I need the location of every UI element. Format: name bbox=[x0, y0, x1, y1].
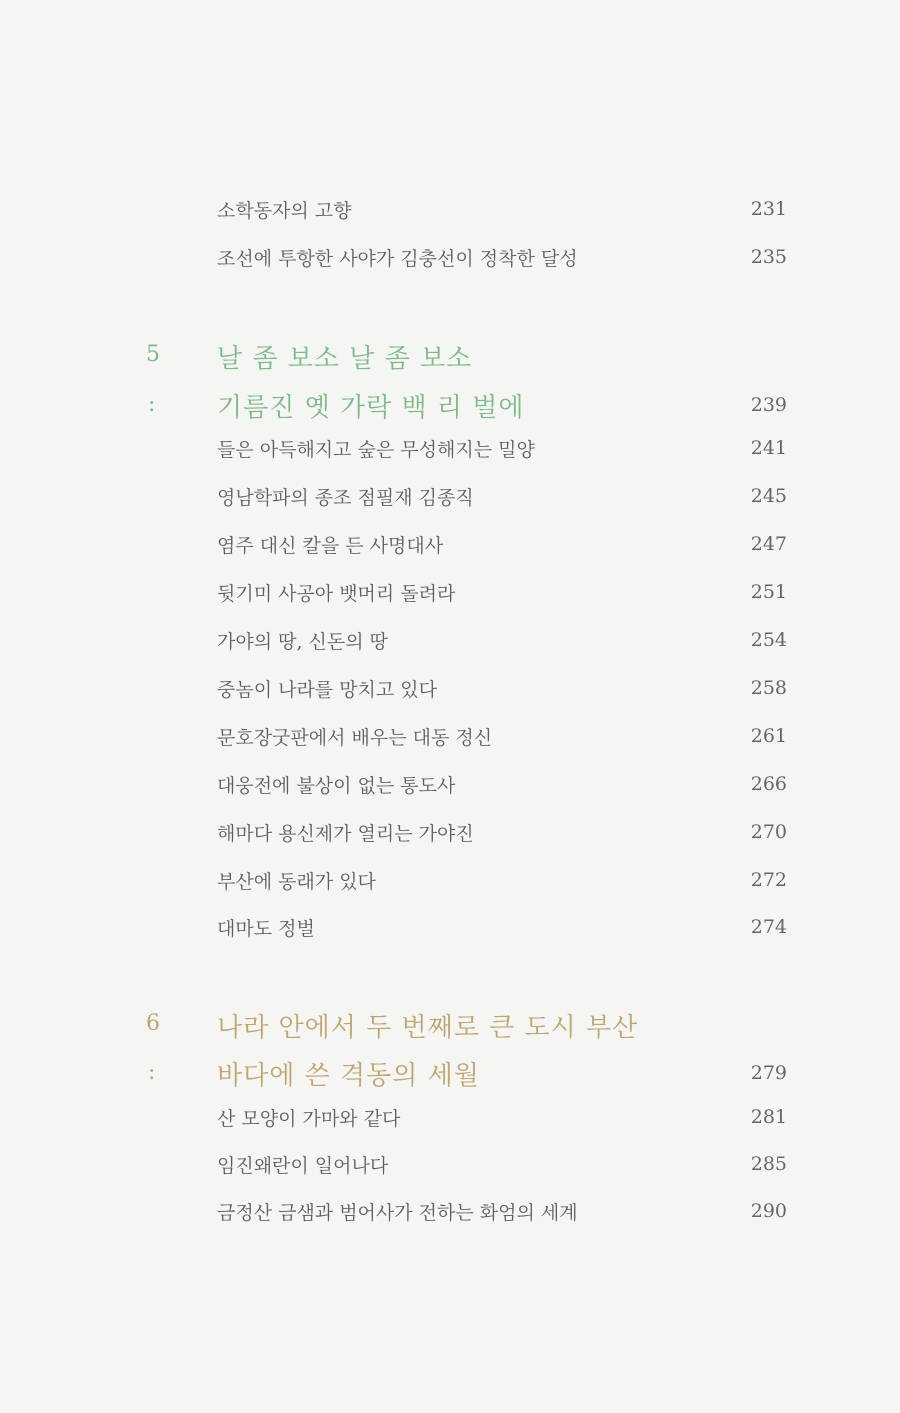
entry-title: 들은 아득해지고 숲은 무성해지는 밀양 bbox=[217, 438, 535, 461]
entry-page: 241 bbox=[750, 437, 787, 459]
toc-entry[interactable] bbox=[217, 769, 787, 799]
toc-entry[interactable] bbox=[217, 912, 787, 942]
entry-page: 247 bbox=[750, 533, 787, 555]
toc-entry[interactable] bbox=[217, 625, 787, 655]
toc-entry[interactable] bbox=[217, 481, 787, 511]
entry-title: 조선에 투항한 사야가 김충선이 정착한 달성 bbox=[217, 247, 578, 270]
toc-entry[interactable] bbox=[217, 1196, 787, 1226]
entry-page: 254 bbox=[750, 629, 787, 651]
entry-title: 뒷기미 사공아 뱃머리 돌려라 bbox=[217, 582, 456, 605]
toc-entry[interactable] bbox=[217, 433, 787, 463]
chapter-title: 날 좀 보소 날 좀 보소 bbox=[217, 343, 473, 374]
entry-page: 261 bbox=[750, 725, 787, 747]
entry-title: 대마도 정벌 bbox=[217, 917, 315, 940]
entry-title: 임진왜란이 일어나다 bbox=[217, 1154, 389, 1177]
entry-title: 가야의 땅, 신돈의 땅 bbox=[217, 630, 388, 653]
entry-title: 소학동자의 고향 bbox=[217, 199, 352, 222]
toc-entry[interactable] bbox=[217, 194, 787, 224]
entry-page: 258 bbox=[750, 677, 787, 699]
entry-title: 중놈이 나라를 망치고 있다 bbox=[217, 678, 438, 701]
entry-page: 231 bbox=[750, 198, 787, 220]
toc-entry[interactable] bbox=[217, 577, 787, 607]
chapter-number: 5 bbox=[146, 342, 160, 367]
entry-title: 대웅전에 불상이 없는 통도사 bbox=[217, 774, 456, 797]
entry-title: 금정산 금샘과 범어사가 전하는 화엄의 세계 bbox=[217, 1201, 578, 1224]
entry-page: 251 bbox=[750, 581, 787, 603]
entry-page: 274 bbox=[750, 916, 787, 938]
entry-page: 270 bbox=[750, 821, 787, 843]
toc-entry[interactable] bbox=[217, 865, 787, 895]
entry-page: 245 bbox=[750, 485, 787, 507]
entry-page: 290 bbox=[750, 1200, 787, 1222]
chapter-colon: : bbox=[148, 392, 156, 417]
chapter-colon: : bbox=[148, 1060, 156, 1085]
entry-page: 281 bbox=[750, 1106, 787, 1128]
toc-entry[interactable] bbox=[217, 529, 787, 559]
toc-entry[interactable] bbox=[217, 1102, 787, 1132]
chapter-title: 나라 안에서 두 번째로 큰 도시 부산 bbox=[217, 1012, 639, 1043]
toc-entry[interactable] bbox=[217, 242, 787, 272]
chapter-number: 6 bbox=[146, 1011, 160, 1036]
entry-title: 산 모양이 가마와 같다 bbox=[217, 1107, 401, 1130]
entry-title: 부산에 동래가 있다 bbox=[217, 870, 376, 893]
entry-title: 염주 대신 칼을 든 사명대사 bbox=[217, 534, 444, 557]
chapter-page: 239 bbox=[750, 394, 787, 416]
toc-entry[interactable] bbox=[217, 817, 787, 847]
entry-title: 문호장굿판에서 배우는 대동 정신 bbox=[217, 726, 493, 749]
chapter-page: 279 bbox=[750, 1062, 787, 1084]
chapter-subtitle: 기름진 옛 가락 백 리 벌에 bbox=[217, 392, 525, 423]
entry-page: 266 bbox=[750, 773, 787, 795]
entry-page: 285 bbox=[750, 1153, 787, 1175]
chapter-title-line1[interactable] bbox=[217, 338, 787, 374]
entry-title: 해마다 용신제가 열리는 가야진 bbox=[217, 822, 474, 845]
toc-entry[interactable] bbox=[217, 721, 787, 751]
toc-entry[interactable] bbox=[217, 1149, 787, 1179]
entry-page: 272 bbox=[750, 869, 787, 891]
chapter-title-line1[interactable] bbox=[217, 1007, 787, 1043]
chapter-title-line2[interactable] bbox=[217, 1055, 787, 1091]
chapter-subtitle: 바다에 쓴 격동의 세월 bbox=[217, 1060, 480, 1091]
entry-page: 235 bbox=[750, 246, 787, 268]
chapter-title-line2[interactable] bbox=[217, 387, 787, 423]
entry-title: 영남학파의 종조 점필재 김종직 bbox=[217, 486, 474, 509]
toc-entry[interactable] bbox=[217, 673, 787, 703]
